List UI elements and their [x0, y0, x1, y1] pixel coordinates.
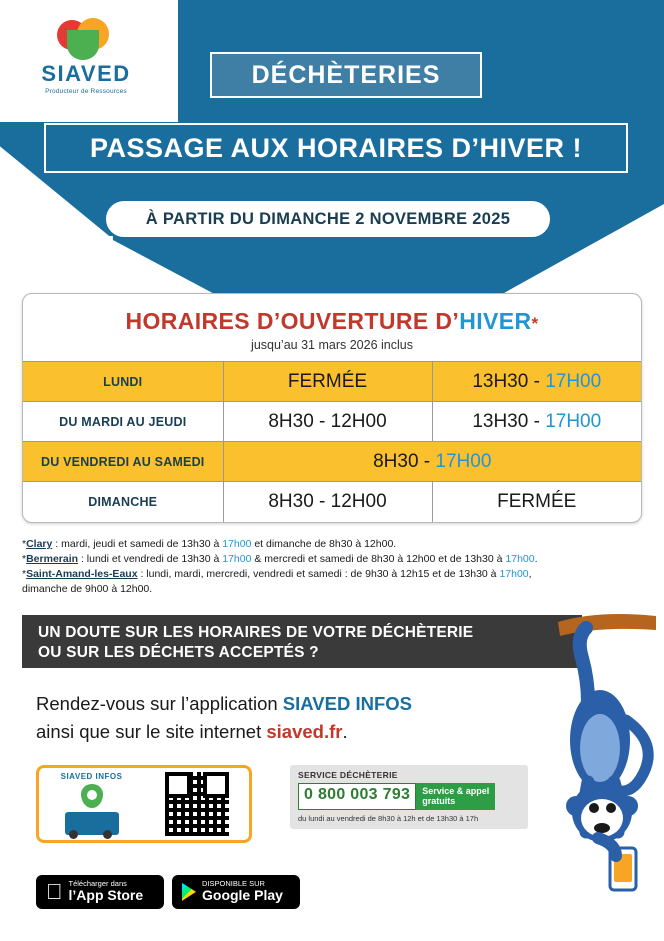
footnote-town: Saint-Amand-les-Eaux [26, 567, 138, 580]
hours-title-blue: HIVER [459, 308, 532, 334]
banner-decheteries: DÉCHÈTERIES [210, 52, 482, 98]
service-free-line-1: Service & appel [422, 786, 490, 796]
hours-afternoon-end: 17H00 [545, 370, 602, 392]
qr-code-icon[interactable] [165, 772, 229, 836]
app-store-main: l’App Store [52, 887, 127, 904]
website-link[interactable]: siaved.fr [266, 720, 343, 742]
info-line-1 [36, 690, 536, 718]
footnote-text-3: dimanche de 9h00 à 12h00. [22, 582, 153, 595]
store-badges [36, 875, 300, 909]
hours-afternoon-start: 13H30 - [472, 370, 546, 392]
hours-afternoon-value: FERMÉE [432, 482, 641, 522]
banner-winter-hours: PASSAGE AUX HORAIRES D’HIVER ! [44, 123, 628, 173]
info-line-2-suffix: . [342, 720, 348, 742]
footnotes [22, 537, 646, 597]
google-play-badge[interactable] [172, 875, 300, 909]
info-line-2-prefix: ainsi que sur le site internet [36, 720, 267, 742]
table-row [23, 362, 641, 402]
footnote-text: : lundi, mardi, mercredi, vendredi et samedi : de 9h30 à 12h15 et de 13h30 à [137, 567, 500, 580]
info-line-1-prefix: Rendez-vous sur l’application [36, 693, 283, 714]
footnote-town: Clary [26, 538, 53, 550]
footnote-time: 17h00 [499, 567, 529, 580]
footnote-saint-amand [22, 567, 646, 597]
hours-afternoon-start: 13H30 - [472, 410, 546, 432]
footnote-text: : lundi et vendredi de 13h30 à [78, 552, 223, 565]
monkey-mascot-icon [528, 600, 658, 930]
question-line-2: OU SUR LES DÉCHETS ACCEPTÉS ? [38, 643, 319, 661]
hours-allday-value [223, 442, 641, 482]
question-line-1: UN DOUTE SUR LES HORAIRES DE VOTRE DÉCHÈTERIE [38, 624, 474, 641]
hours-table [23, 361, 641, 522]
app-store-sub: Télécharger dans [52, 879, 111, 888]
footnote-star: * [22, 567, 27, 580]
hours-day-label: LUNDI [23, 362, 223, 402]
hours-card-subtitle: jusqu’au 31 mars 2026 inclus [251, 338, 413, 352]
hours-title-star: * [531, 314, 539, 333]
siaved-logo [16, 18, 156, 95]
info-line-2 [36, 718, 536, 746]
table-row [23, 442, 641, 482]
footnote-text-2: et dimanche de 8h30 à 12h00. [251, 538, 397, 550]
hours-day-label: DU VENDREDI AU SAMEDI [23, 442, 223, 482]
hours-morning-value: FERMÉE [223, 362, 432, 402]
footnote-text-2: , [528, 567, 532, 580]
info-text [36, 690, 536, 746]
app-name-label: SIAVED INFOS [60, 772, 123, 781]
hours-day-label: DU MARDI AU JEUDI [23, 402, 223, 442]
opening-hours-card [22, 293, 642, 523]
footnote-text-3: . [534, 552, 538, 565]
hours-afternoon-value [432, 402, 641, 442]
service-opening-note: du lundi au vendredi de 8h30 à 12h et de 13h30 à 17h [298, 813, 479, 823]
service-phone-number: 0 800 003 793 [298, 783, 416, 810]
service-title: SERVICE DÉCHÈTERIE [298, 770, 398, 780]
google-play-main: Google Play [202, 887, 283, 904]
siaved-circles-logo-icon [57, 18, 115, 60]
footnote-text-2: & mercredi et samedi de 8h30 à 12h00 et de 13h30 à [251, 552, 506, 565]
hours-afternoon-value [432, 362, 641, 402]
brand-tagline: Producteur de Ressources [45, 88, 127, 95]
brand-name: SIAVED [41, 61, 131, 86]
service-free-badge [416, 783, 495, 810]
hours-morning-value: 8H30 - 12H00 [223, 402, 432, 442]
footnote-time: 17h00 [222, 538, 252, 550]
footnote-bermerain [22, 552, 646, 567]
app-promo-box [36, 765, 252, 843]
footnote-star: * [22, 538, 27, 550]
hours-allday-end: 17H00 [435, 450, 492, 472]
footnote-town: Bermerain [26, 552, 79, 565]
banner-start-date: À PARTIR DU DIMANCHE 2 NOVEMBRE 2025 [104, 199, 552, 239]
hours-card-title [23, 294, 641, 335]
app-store-badge[interactable] [36, 875, 164, 909]
footnote-clary [22, 537, 646, 552]
question-bar [22, 615, 582, 668]
map-pin-icon [81, 784, 103, 809]
footnote-text: : mardi, jeudi et samedi de 13h30 à [52, 538, 223, 550]
app-logo-area [39, 768, 144, 840]
service-phone-row [298, 783, 520, 810]
hours-title-red: HORAIRES D’OUVERTURE D’ [125, 308, 460, 334]
footnote-time-2: 17h00 [505, 552, 535, 565]
app-name-highlight: SIAVED INFOS [282, 693, 412, 714]
hours-allday-start: 8H30 - [373, 450, 436, 472]
service-free-line-2: gratuits [422, 796, 456, 807]
service-phone-box [290, 765, 528, 829]
truck-icon [65, 812, 119, 835]
google-play-icon [182, 883, 196, 901]
footnote-time: 17h00 [222, 552, 252, 565]
hours-day-label: DIMANCHE [23, 482, 223, 522]
table-row [23, 402, 641, 442]
footnote-star: * [22, 552, 27, 565]
table-row [23, 482, 641, 522]
google-play-sub: DISPONIBLE SUR [202, 879, 265, 888]
apple-logo-icon [46, 881, 63, 903]
hours-morning-value: 8H30 - 12H00 [223, 482, 432, 522]
hours-afternoon-end: 17H00 [545, 410, 602, 432]
